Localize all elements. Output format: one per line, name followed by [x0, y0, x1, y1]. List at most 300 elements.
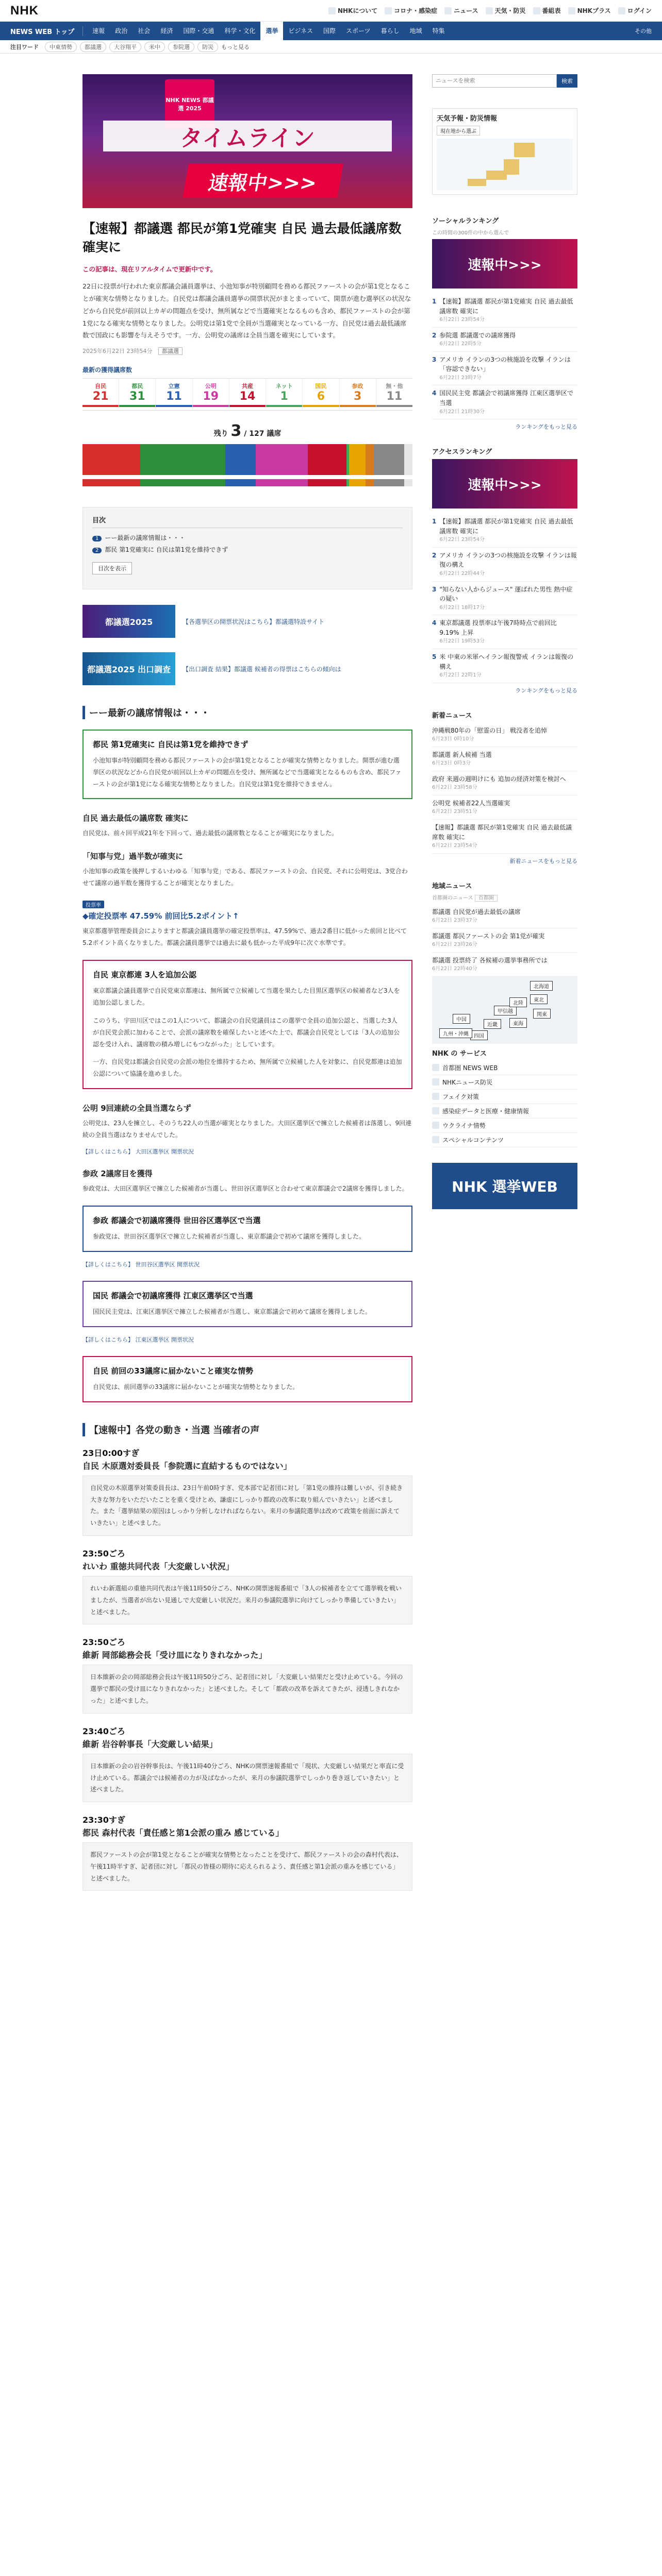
weather-map[interactable]	[437, 139, 573, 190]
ranking-sub: この時間の300件の中から選んで	[432, 230, 509, 236]
item-text	[439, 618, 577, 646]
item-date: 6月22日 18時17分	[439, 604, 485, 611]
item-text	[432, 726, 547, 743]
item-title[interactable]: アメリカ イランの3つの核施設を攻撃 イランは報復の構え	[439, 551, 577, 569]
item-text	[439, 297, 577, 324]
ranking-item[interactable]	[432, 294, 577, 328]
info-icon	[328, 7, 336, 14]
item-date: 6月22日 23時54分	[439, 537, 485, 543]
rank-number: 1	[432, 518, 437, 526]
topic-item[interactable]	[432, 747, 577, 771]
seat-cell	[340, 379, 376, 410]
seat-colorbar-segment	[374, 479, 404, 486]
card-heading: 国民 都議会で初議席獲得 江東区選挙区で当選	[93, 1291, 253, 1301]
seat-segment	[308, 444, 346, 475]
header-link-plus[interactable]: NHKプラス	[568, 6, 611, 15]
news-item	[82, 1168, 412, 1195]
entry-heading: れいわ 重徳共同代表「大変厳しい状況」	[82, 1561, 234, 1571]
entry-time: 23:30すぎ	[82, 1815, 125, 1825]
services-title: NHK の サービス	[432, 1049, 487, 1058]
seat-bar-mark	[303, 405, 339, 407]
item-date: 6月22日 19時53分	[439, 638, 485, 645]
sidebar	[432, 54, 577, 1902]
toc-more-button[interactable]: 目次を表示	[92, 562, 132, 574]
item-date: 6月22日 21時30分	[439, 409, 485, 415]
trending-more[interactable]: もっと見る	[221, 43, 250, 50]
item-heading: 「知事与党」過半数が確実に	[82, 852, 184, 861]
area-button[interactable]: 北陸	[509, 997, 527, 1007]
seat-bar-mark	[82, 405, 119, 407]
service-icon	[432, 1093, 439, 1100]
seat-cell	[156, 379, 192, 410]
news-item	[82, 812, 412, 839]
card-body: このうち、宇田川区ではこの1人について、都議会の自民党議員はこの選挙で全員の追加公認と、当選した3人が自民党会派に加わることで、会派の議席数を確保したいと述べた上で、都議会自民党としては「3人の追加公認を受け入れ、議席数の積み増しにもつながった」としています。	[93, 1016, 400, 1048]
entry-time: 23:50ごろ	[82, 1548, 125, 1558]
nav-brand[interactable]: NEWS WEB トップ	[10, 26, 83, 36]
access-more-link[interactable]: ランキングをもっと見る	[515, 687, 577, 694]
item-date: 6月22日 23時7分	[439, 375, 482, 381]
seat-colorbar-segment	[225, 479, 256, 486]
item-date: 6月23日 0時10分	[432, 736, 474, 742]
seat-value: 3	[353, 390, 362, 403]
seat-colorbar-segment	[82, 479, 140, 486]
timeline-entry	[82, 1814, 412, 1891]
article-lead: 22日に投票が行われた東京都議会議員選挙は、小池知事が特別顧問を務める都民ファーストの会が第1党となることが確実な情勢となりました。自民党は都議会議員選挙の開票状況がまとまっていて、開票が進む選挙区の状況などから自民党が前回以上カギの問題点を受け、無所属などで当選確実となるものも含め、都民ファーストの会が第1党になる確実な情勢となりました。公明党は第1党で全員が当選確実となっている一方、自民党は過去最低議席数で国政にも影響を与えそうです。一方、公明党の議席は全員当選を確実にしています。	[82, 282, 411, 340]
access-banner[interactable]: 速報中>>>	[432, 459, 577, 509]
seat-party: 共産	[241, 383, 253, 389]
card-body: 国民民主党は、江東区選挙区で擁立した候補者が当選し、東京都議会で初めて議席を獲得しました。	[93, 1308, 372, 1316]
trending-pill[interactable]: 防災	[197, 42, 218, 52]
item-date: 6月22日 23時26分	[432, 942, 477, 948]
header-link-news[interactable]: ニュース	[444, 6, 478, 15]
access-item[interactable]	[432, 649, 577, 683]
promo-link[interactable]: 【出口調査 結果】都議選 候補者の得票はこちらの傾向は	[183, 665, 341, 673]
topic-more-link[interactable]: 新着ニュースをもっと見る	[509, 857, 577, 865]
topic-title: 新着ニュース	[432, 711, 472, 720]
rank-number: 5	[432, 653, 437, 660]
timeline-entry	[82, 1547, 412, 1624]
rank-number: 3	[432, 585, 437, 593]
seat-party: 立憲	[168, 383, 180, 389]
nav-item[interactable]: 経済	[160, 27, 173, 35]
timeline-entry	[82, 1636, 412, 1713]
seat-cell	[82, 379, 119, 410]
item-text	[439, 355, 577, 382]
user-icon	[618, 7, 625, 14]
tv-icon	[533, 7, 540, 14]
service-icon	[432, 1078, 439, 1086]
seat-cell	[119, 379, 156, 410]
local-select[interactable]: 首都圏	[475, 895, 498, 902]
seat-segment	[140, 444, 225, 475]
item-title[interactable]: 都議選 投票終了 各候補の選挙事務所では	[432, 956, 548, 964]
news-card	[82, 1356, 412, 1402]
nav-item[interactable]: 社会	[138, 27, 151, 35]
news-item	[82, 1103, 412, 1141]
remaining-seats	[82, 422, 412, 440]
card-body: 一方、自民党は都議会自民党の会派の地位を維持するため、無所属で立候補した人を対象に、自民党都連は追加公認について協議を進めました。	[93, 1058, 402, 1078]
seat-bar-mark	[229, 405, 266, 407]
seat-bar-mark	[156, 405, 192, 407]
entry-body: 都民ファーストの会が第1党となることが確実な情勢となったことを受けて、都民ファーストの会の森村代表は、午後11時半すぎ、記者団に対し「都民の皆様の期待に応えられるよう、責任感と第1会派の重みを感じている」と述べました。	[82, 1842, 412, 1891]
access-item[interactable]	[432, 615, 577, 649]
item-date: 6月22日 23時58分	[432, 785, 477, 791]
related-link[interactable]: 【詳しくはこちら】 世田谷区選挙区 開票状況	[82, 1261, 200, 1268]
item-text	[432, 774, 566, 792]
related-link[interactable]: 【詳しくはこちら】 江東区選挙区 開票状況	[82, 1336, 194, 1343]
card-body: 自民党は、前回選挙の33議席に届かないことが確実な情勢となりました。	[93, 1383, 299, 1391]
service-label: 首都圏 NEWS WEB	[442, 1064, 498, 1072]
item-body: 参政党は、大田区選挙区で擁立した候補者が当選し、世田谷区選挙区と合わせて東京都議会で2議席を獲得しました。	[82, 1184, 408, 1192]
nav-item[interactable]: 速報	[92, 27, 105, 35]
seat-value: 6	[317, 390, 325, 403]
trending-pill[interactable]: 参院選	[168, 42, 194, 52]
access-item[interactable]	[432, 514, 577, 548]
article-tag[interactable]: 都議選	[158, 347, 183, 355]
service-link[interactable]	[432, 1118, 577, 1133]
seat-segment	[366, 444, 374, 475]
topic-item[interactable]	[432, 771, 577, 795]
header-links	[328, 6, 652, 15]
nav-item[interactable]: 国際	[323, 27, 336, 35]
access-list	[432, 514, 577, 683]
entry-heading: 維新 岩谷幹事長「大変厳しい結果」	[82, 1739, 218, 1749]
election-web-banner[interactable]: NHK 選挙WEB	[432, 1163, 577, 1209]
header-link-login[interactable]: ログイン	[618, 6, 652, 15]
access-item[interactable]	[432, 582, 577, 616]
seat-bar-mark	[266, 405, 302, 407]
nav-more[interactable]: その他	[635, 28, 652, 35]
item-date: 6月22日 23時51分	[432, 809, 477, 815]
seat-label: 最新の獲得議席数	[82, 366, 133, 374]
area-button[interactable]: 北海道	[530, 981, 553, 991]
area-button[interactable]: 近畿	[484, 1019, 501, 1029]
seat-colorbar	[82, 479, 412, 486]
seat-value: 11	[166, 390, 182, 403]
seat-segment	[349, 444, 366, 475]
table-of-contents	[82, 507, 412, 589]
entry-time: 23:50ごろ	[82, 1637, 125, 1648]
area-map	[432, 977, 577, 1044]
item-date: 6月22日 23時54分	[432, 843, 477, 849]
trending-pill[interactable]: 米中	[144, 42, 165, 52]
service-icon	[432, 1107, 439, 1114]
seat-cell	[303, 379, 339, 410]
hero-badge: NHK NEWS 都議選 2025	[165, 79, 214, 129]
area-button[interactable]: 関東	[533, 1009, 551, 1019]
seat-colorbar-segment	[140, 479, 225, 486]
area-button[interactable]: 東北	[530, 994, 548, 1004]
seat-segment	[82, 444, 140, 475]
news-item	[82, 851, 412, 889]
item-date: 6月22日 22時40分	[432, 966, 477, 972]
entry-time: 23:40ごろ	[82, 1726, 125, 1736]
article	[82, 54, 412, 1902]
remain-prefix: 残り	[213, 430, 228, 438]
local-item[interactable]	[432, 928, 577, 953]
seat-bar	[82, 444, 412, 475]
promo-link[interactable]: 【各選挙区の開票状況はこちら】都議選特設サイト	[183, 618, 325, 625]
entry-heading: 自民 木原選対委員長「参院選に直結するものではない」	[82, 1461, 292, 1471]
access-title: アクセスランキング	[432, 448, 492, 456]
item-title[interactable]: 国民民主党 都議会で初議席獲得 江東区選挙区で当選	[439, 389, 573, 407]
promo-image: 都議選2025 出口調査	[82, 652, 175, 685]
umbrella-icon	[486, 7, 493, 14]
trending-pill[interactable]: 中東情勢	[45, 42, 77, 52]
topic-item[interactable]	[432, 820, 577, 854]
nav-item[interactable]: 政治	[115, 27, 128, 35]
item-title[interactable]: アメリカ イランの3つの核施設を攻撃 イランは「容認できない」	[439, 355, 571, 373]
nav-item[interactable]: 暮らし	[380, 27, 400, 35]
toc-title: 目次	[92, 515, 403, 528]
area-button[interactable]: 九州・沖縄	[439, 1028, 472, 1038]
item-text	[439, 652, 577, 680]
item-heading: 自民 過去最低の議席数 確実に	[82, 814, 189, 823]
entry-time: 23日0:00すぎ	[82, 1448, 140, 1458]
nav-item-election[interactable]: 選挙	[260, 22, 283, 40]
news-card	[82, 1281, 412, 1327]
seat-party: 公明	[205, 383, 217, 389]
local-item[interactable]	[432, 904, 577, 928]
rank-number: 3	[432, 355, 437, 363]
item-text	[432, 956, 548, 973]
seat-value: 31	[129, 390, 145, 403]
nav-item[interactable]: 国際・交通	[183, 27, 214, 35]
nav-item[interactable]: 科学・文化	[224, 27, 256, 35]
remain-value: 3	[230, 422, 242, 440]
seat-value: 1	[280, 390, 288, 403]
topic-item[interactable]	[432, 723, 577, 747]
item-title[interactable]: 沖縄戦80年の「慰霊の日」 戦没者を追悼	[432, 726, 548, 734]
service-link[interactable]	[432, 1075, 577, 1090]
item-title[interactable]: 公明党 候補者22人当選確実	[432, 799, 510, 807]
header-link-weather[interactable]: 天気・防災	[486, 6, 526, 15]
item-date: 6月22日 22時5分	[439, 341, 482, 347]
rank-number: 1	[432, 298, 437, 305]
play-icon	[568, 7, 575, 14]
card-body: 参政党は、世田谷区選挙区で擁立した候補者が当選し、東京都議会で初めて議席を獲得しました。	[93, 1233, 366, 1241]
nhk-logo[interactable]: NHK	[10, 3, 39, 18]
ranking-item[interactable]	[432, 385, 577, 419]
item-text	[439, 585, 577, 612]
service-label: ウクライナ情勢	[442, 1122, 486, 1129]
seat-party: 都民	[131, 383, 143, 389]
entry-body: れいわ新選組の重徳共同代表は午後11時50分ごろ、NHKの開票速報番組で「3人の候補者を立てて選挙戦を戦いましたが、当選者が出ない見通しで大変厳しい状況だ。来月の参議院選挙に向けてしっかり準備していきたい」と述べました。	[82, 1576, 412, 1624]
item-title[interactable]: 【速報】都議選 都民が第1党確実 自民 過去最低議席数 確実に	[432, 823, 572, 841]
seat-cell	[376, 379, 412, 410]
news-icon	[444, 7, 452, 14]
service-icon	[432, 1064, 439, 1071]
top-header	[0, 0, 662, 22]
weather-select[interactable]: 現在地から選ぶ	[437, 126, 480, 135]
area-button[interactable]: 中国	[453, 1014, 470, 1024]
item-text	[439, 388, 577, 416]
ranking-banner[interactable]: 速報中>>>	[432, 239, 577, 289]
seat-party: 自民	[95, 383, 107, 389]
ranking-title: ソーシャルランキング	[432, 217, 499, 225]
item-date: 6月22日 22時44分	[439, 571, 485, 577]
seat-segment	[374, 444, 404, 475]
item-body: 公明党は、23人を擁立し、そのうち22人の当選が確実となりました。大田区選挙区で擁立した候補者は落選し、9回連続の全員当選はなりませんでした。	[82, 1119, 412, 1139]
ranking-more-link[interactable]: ランキングをもっと見る	[515, 423, 577, 431]
card-heading: 自民 東京都連 3人を追加公認	[93, 970, 196, 980]
service-label: 感染症データと医療・健康情報	[442, 1107, 529, 1115]
item-title[interactable]: 米 中東の米軍へイラン報復警戒 イランは報復の構え	[439, 653, 573, 670]
ranking-item[interactable]	[432, 352, 577, 386]
local-item[interactable]	[432, 953, 577, 977]
item-heading: 公明 9回連続の全員当選ならず	[82, 1103, 191, 1113]
item-title[interactable]: 政府 来週の週明けにも 追加の経済対策を検討へ	[432, 775, 566, 783]
seat-cell	[266, 379, 303, 410]
entry-heading: 維新 岡部総務会長「受け皿になりきれなかった」	[82, 1650, 267, 1660]
seat-party: 参政	[352, 383, 363, 389]
seat-segment	[225, 444, 256, 475]
timeline-entry	[82, 1447, 412, 1536]
service-label: フェイク対策	[442, 1093, 479, 1100]
nav-item[interactable]: 特集	[432, 27, 445, 35]
header-link-covid[interactable]: コロナ・感染症	[385, 6, 437, 15]
entry-heading: 都民 森村代表「責任感と第1会派の重み 感じている」	[82, 1828, 284, 1838]
item-text	[439, 517, 577, 544]
service-link[interactable]	[432, 1061, 577, 1075]
item-body: 小池知事の政策を後押しするいわゆる「知事与党」である、都民ファーストの会、自民党、それに公明党は、3党合わせて議席の過半数を獲得することが確実となりました。	[82, 868, 408, 887]
nav-item[interactable]: スポーツ	[346, 27, 371, 35]
seat-cell	[229, 379, 266, 410]
item-title[interactable]: 都議選 新人候補 当選	[432, 751, 492, 758]
service-icon	[432, 1122, 439, 1129]
access-item[interactable]	[432, 548, 577, 582]
item-heading: 参政 2議席目を獲得	[82, 1168, 153, 1178]
turnout-tag: 投票率	[82, 901, 104, 908]
card-heading: 自民 前回の33議席に届かないこと確実な情勢	[93, 1366, 254, 1376]
rank-number: 2	[432, 331, 437, 339]
nav-item[interactable]: ビジネス	[288, 27, 313, 35]
topic-item[interactable]	[432, 795, 577, 820]
service-link[interactable]	[432, 1104, 577, 1118]
turnout-heading: ◆確定投票率 47.59% 前回比5.2ポイント↑	[82, 911, 239, 921]
weather-title: 天気予報・防災情報	[437, 115, 498, 123]
service-link[interactable]	[432, 1133, 577, 1147]
services-list	[432, 1061, 577, 1147]
item-title[interactable]: 東京都議選 投票率は午後7時時点で前回比 9.19% 上昇	[439, 619, 557, 636]
seat-party: 国民	[315, 383, 327, 389]
article-date: 2025年6月22日 23時54分	[82, 348, 153, 354]
card-heading: 参政 都議会で初議席獲得 世田谷区選挙区で当選	[93, 1216, 261, 1226]
seat-bar-mark	[119, 405, 155, 407]
virus-icon	[385, 7, 392, 14]
seat-value: 14	[239, 390, 256, 403]
hero-title: タイムライン	[103, 121, 392, 151]
service-icon	[432, 1136, 439, 1143]
local-area: 首都圏のニュース 首都圏	[432, 893, 577, 901]
card-body: 小池知事が特別顧問を務める都民ファーストの会が第1党となることが確実な情勢となりました。開票が進む選挙区の状況などから自民党が前回以上カギの問題点を受け、無所属などで当選確実となるものも含め、都民ファーストの会が第1党になる確実な情勢となりました。自民党は第1党を維持できません。	[93, 757, 402, 788]
item-date: 6月22日 23時54分	[439, 317, 485, 323]
section-heading: 【速報中】各党の動き・当選 当確者の声	[82, 1423, 412, 1436]
entry-body: 日本維新の会の岩谷幹事長は、午後11時40分ごろ、NHKの開票速報番組で「現状、大変厳しい結果だと率直に受け止めている。都議会では候補者の力が及ばなかったが、来月の参議院選挙でしっかり巻き返していきたい」と述べました。	[82, 1754, 412, 1802]
card-heading: 都民 第1党確実に 自民は第1党を維持できず	[93, 740, 249, 749]
search-button[interactable]: 検索	[557, 74, 577, 88]
ranking-item[interactable]	[432, 328, 577, 352]
header-link-about[interactable]: NHKについて	[328, 6, 377, 15]
item-text	[432, 823, 577, 850]
area-button[interactable]: 四国	[470, 1030, 488, 1040]
seat-table	[82, 378, 412, 411]
promo-exit-poll[interactable]	[82, 652, 412, 685]
item-text	[439, 331, 516, 348]
item-title[interactable]: 参院選 都議選での議席獲得	[439, 331, 516, 339]
weather-widget	[432, 108, 577, 195]
trending-words	[0, 40, 662, 54]
header-link-program[interactable]: 番組表	[533, 6, 561, 15]
area-button[interactable]: 甲信越	[494, 1006, 517, 1015]
seat-party: 無・他	[386, 383, 403, 389]
service-label: スペシャルコンテンツ	[442, 1136, 504, 1144]
live-notice: この記事は、現在リアルタイムで更新中です。	[82, 265, 217, 273]
item-title[interactable]: 都議選 自民党が過去最低の議席	[432, 908, 521, 916]
ranking-list	[432, 294, 577, 419]
service-link[interactable]	[432, 1090, 577, 1104]
service-label: NHKニュース防災	[442, 1078, 493, 1086]
turnout-body: 東京都選挙管理委員会によりますと都議会議員選挙の確定投票率は、47.59%で、過去2番目に低かった前回と比べて5.2ポイント高くなりました。都議会議員選挙では過去に最も低かった平成9年に次ぐ水準です。	[82, 927, 407, 946]
article-meta	[82, 347, 412, 355]
rank-number: 2	[432, 551, 437, 559]
local-title: 地域ニュース	[432, 882, 472, 890]
seat-value: 19	[203, 390, 219, 403]
turnout-item	[82, 901, 412, 949]
item-title[interactable]: "知らない人からジュース" 運ばれた男性 熱中症の疑い	[439, 585, 573, 603]
promo-image: 都議選2025	[82, 605, 175, 638]
toc-item[interactable]: 2 都民 第1党確実に 自民は第1党を維持できず	[92, 545, 403, 554]
item-title[interactable]: 【速報】都議選 都民が第1党確実 自民 過去最低議席数 確実に	[439, 298, 573, 315]
toc-item[interactable]: 1 ーー最新の議席情報は・・・	[92, 533, 403, 542]
item-body: 自民党は、前々回平成21年を下回って、過去最低の議席数となることが確実になりました。	[82, 829, 338, 837]
promo-special-site[interactable]	[82, 605, 412, 638]
section-heading: ーー最新の議席情報は・・・	[82, 706, 412, 719]
entry-body: 自民党の木原選挙対策委員長は、23日午前0時すぎ、党本部で記者団に対し「第1党の維持は難しいが、引き続き大きな努力をいただいたことを重く受けとめ、謙虚にしっかり都政の改革に取り組んでいきたい」と述べました。また「選挙結果の原因はしっかり分析しなければならない。来月の参議院選挙は改めて政策を前面に訴えていきたい」と述べました。	[82, 1476, 412, 1536]
page-title: 【速報】都議選 都民が第1党確実 自民 過去最低議席数 確実に	[82, 221, 402, 255]
news-card	[82, 730, 412, 799]
seat-colorbar-segment	[349, 479, 366, 486]
seat-colorbar-segment	[366, 479, 374, 486]
search-input[interactable]	[432, 74, 557, 88]
item-text	[439, 551, 577, 578]
seat-segment-remaining	[404, 444, 412, 475]
seat-colorbar-remaining	[404, 479, 412, 486]
seat-value: 11	[386, 390, 403, 403]
topic-list	[432, 723, 577, 854]
seat-colorbar-segment	[256, 479, 308, 486]
trending-pill[interactable]: 都議選	[80, 42, 106, 52]
item-title[interactable]: 【速報】都議選 都民が第1党確実 自民 過去最低議席数 確実に	[439, 518, 573, 535]
seat-bar-mark	[340, 405, 376, 407]
nav-item[interactable]: 地域	[409, 27, 422, 35]
search-box	[432, 74, 577, 88]
item-title[interactable]: 都議選 都民ファーストの会 第1党が確実	[432, 932, 545, 940]
hero-image	[82, 74, 412, 208]
seat-party: ネット	[275, 383, 293, 389]
trending-label: 注目ワード	[10, 43, 39, 50]
related-link[interactable]: 【詳しくはこちら】 大田区選挙区 開票状況	[82, 1148, 194, 1155]
trending-pill[interactable]: 大谷翔平	[109, 42, 141, 52]
seat-cell	[193, 379, 229, 410]
news-card	[82, 1206, 412, 1252]
area-button[interactable]: 東海	[509, 1018, 527, 1028]
seat-value: 21	[92, 390, 109, 403]
hero-sokuho: 速報中>>>	[183, 164, 343, 198]
seat-segment	[256, 444, 308, 475]
remain-suffix: / 127 議席	[244, 430, 282, 438]
timeline-entry	[82, 1725, 412, 1802]
